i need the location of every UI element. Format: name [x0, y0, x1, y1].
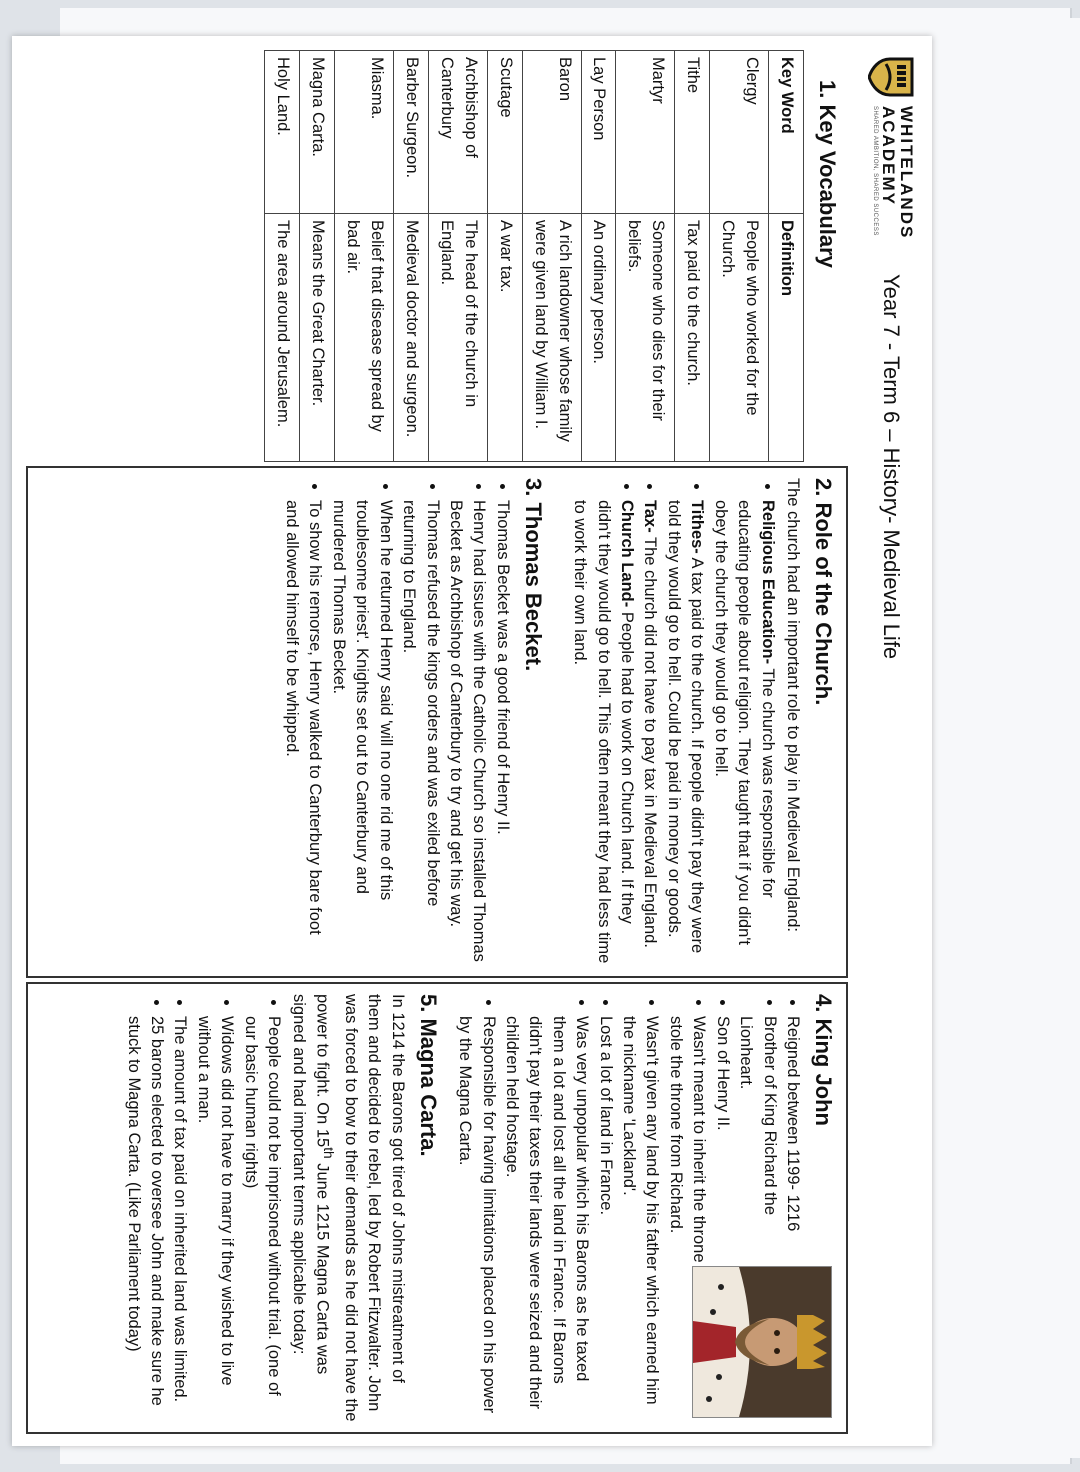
bullet-text: The church was responsible for educating people about religion. They taught that if you didn't obey the church they would go to hell. — [711, 500, 777, 946]
key-word: Clergy — [710, 51, 769, 214]
definition: A war tax. — [487, 214, 522, 462]
table-row — [522, 51, 581, 462]
table-row — [710, 51, 769, 462]
list-item: • Wasn't meant to inherit the throne stole the throne from Richard. — [663, 1016, 710, 1272]
table-row — [335, 51, 394, 462]
definition: Someone who dies for their beliefs. — [616, 214, 675, 462]
list-item: • Thomas Becket was a good friend of Henry II. — [490, 500, 513, 966]
school-tagline: SHARED AMBITION, SHARED SUCCESS — [872, 106, 878, 236]
bullet-text: The church did not have to pay tax in Medieval England. — [641, 532, 660, 948]
intro-text: June 1215 Magna Carta was signed and had important terms applicable today: — [290, 994, 332, 1375]
table-row — [394, 51, 429, 462]
list-item: • Responsible for having limitations placed on his power by the Magna Carta. — [453, 1016, 500, 1422]
section-heading: 4. King John — [811, 994, 836, 1126]
key-word: Baron — [522, 51, 581, 214]
definition: The area around Jerusalem. — [265, 214, 300, 462]
list-item — [661, 500, 708, 966]
list-item: • Was very unpopular which his Barons as he taxed them a lot and lost all the land in France. If Barons didn't pay their taxes their lands were seized and their children held hostage. — [500, 1016, 594, 1422]
key-word: Holy Land. — [265, 51, 300, 214]
definition: Tax paid to the church. — [675, 214, 710, 462]
king-john-portrait-icon — [693, 1267, 831, 1417]
intro-text: In 1214 the Barons got tired of Johns mistreatment of them and decided to rebel, led by Robert Fitzwalter. John was forced to bow to their demands as he did not have the power to fight. On 15 — [313, 994, 407, 1422]
list-item — [568, 500, 638, 966]
key-word: Miasma. — [335, 51, 394, 214]
school-logo — [860, 56, 918, 266]
table-row — [428, 51, 487, 462]
list-item — [708, 500, 778, 966]
ordinal-suffix: th — [321, 1147, 337, 1159]
section-heading: 1. Key Vocabulary — [815, 80, 840, 268]
paper — [12, 36, 932, 1446]
key-word: Barber Surgeon. — [394, 51, 429, 214]
list-item: • To show his remorse, Henry walked to Canterbury bare foot and allowed himself to be whipped. — [280, 500, 327, 966]
bullet-text: A tax paid to the church. If people didn't pay they were told they would go to hell. Could be paid in money or goods. — [664, 500, 707, 954]
bullet-lead: Religious Education- — [758, 500, 777, 665]
bullet-lead: Tax- — [641, 500, 660, 533]
definition: Means the Great Charter. — [300, 214, 335, 462]
list-item: • Son of Henry II. — [710, 1016, 733, 1272]
table-row — [675, 51, 710, 462]
church-and-becket-section — [26, 466, 848, 978]
bullet-text: People had to work on Church land. If they didn't they would go to hell. This often meant they had less time to work their own land. — [571, 500, 637, 964]
table-row — [581, 51, 616, 462]
definition: Belief that disease spread by bad air. — [335, 214, 394, 462]
list-item: • Thomas refused the kings orders and was exiled before returning to England. — [397, 500, 444, 966]
definition: Medieval doctor and surgeon. — [394, 214, 429, 462]
list-item: • Brother of King Richard the Lionheart. — [734, 1016, 781, 1272]
table-row — [616, 51, 675, 462]
list-item: • The amount of tax paid on inherited land was limited. — [168, 1016, 191, 1422]
key-word: Archbishop of Canterbury — [428, 51, 487, 214]
school-name: ACADEMY — [879, 106, 898, 206]
bullet-list — [568, 478, 779, 966]
bullet-list — [280, 478, 514, 966]
key-word: Martyr — [616, 51, 675, 214]
list-item: • Lost a lot of land in France. — [593, 1016, 616, 1422]
section-heading: 3. Thomas Becket. — [520, 478, 546, 672]
bullet-lead: Church Land- — [618, 500, 637, 608]
definition: People who worked for the Church. — [710, 214, 769, 462]
bullet-lead: Tithes- — [688, 500, 707, 554]
bullet-list — [121, 994, 285, 1422]
section-heading: 2. Role of the Church. — [811, 478, 836, 706]
section-intro: The church had an important role to play in Medieval England: — [784, 478, 802, 933]
king-john-portrait — [692, 1266, 832, 1418]
list-item: • Wasn't given any land by his father which earned him the nickname 'Lackland'. — [617, 1016, 664, 1422]
table-header-row — [769, 51, 804, 462]
school-crest-icon — [868, 56, 916, 98]
list-item: • People could not be imprisoned without trial. (one of our basic human rights) — [238, 1016, 285, 1422]
vocabulary-table — [264, 50, 804, 462]
definition: An ordinary person. — [581, 214, 616, 462]
table-row — [487, 51, 522, 462]
school-name: WHITELANDS — [897, 106, 916, 240]
king-john-and-magna-carta-section — [26, 982, 848, 1434]
column-header: Definition — [769, 214, 804, 462]
list-item: • Widows did not have to marry if they wished to live without a man. — [191, 1016, 238, 1422]
page-title: Year 7 - Term 6 – History- Medieval Life — [879, 274, 904, 660]
definition: A rich landowner whose family were given land by William I. — [522, 214, 581, 462]
key-word: Lay Person — [581, 51, 616, 214]
key-word: Scutage — [487, 51, 522, 214]
table-row — [265, 51, 300, 462]
list-item: • Reigned between 1199- 1216 — [781, 1016, 804, 1272]
list-item — [638, 500, 661, 966]
list-item: • Henry had issues with the Catholic Church so installed Thomas Becket as Archbishop of Canterbury to try and get his way. — [444, 500, 491, 966]
definition: The head of the church in England. — [428, 214, 487, 462]
section-intro — [287, 994, 409, 1422]
table-row — [300, 51, 335, 462]
vocabulary-section — [26, 50, 848, 462]
column-header: Key Word — [769, 51, 804, 214]
list-item: • When he returned Henry said 'will no one rid me of this troublesome priest'. Knights set out to Canterbury and murdered Thomas Becket. — [326, 500, 396, 966]
key-word: Tithe — [675, 51, 710, 214]
key-word: Magna Carta. — [300, 51, 335, 214]
section-heading: 5. Magna Carta. — [415, 994, 441, 1157]
list-item: • 25 barons elected to oversee John and make sure he stuck to Magna Carta. (Like Parliament today) — [121, 1016, 168, 1422]
